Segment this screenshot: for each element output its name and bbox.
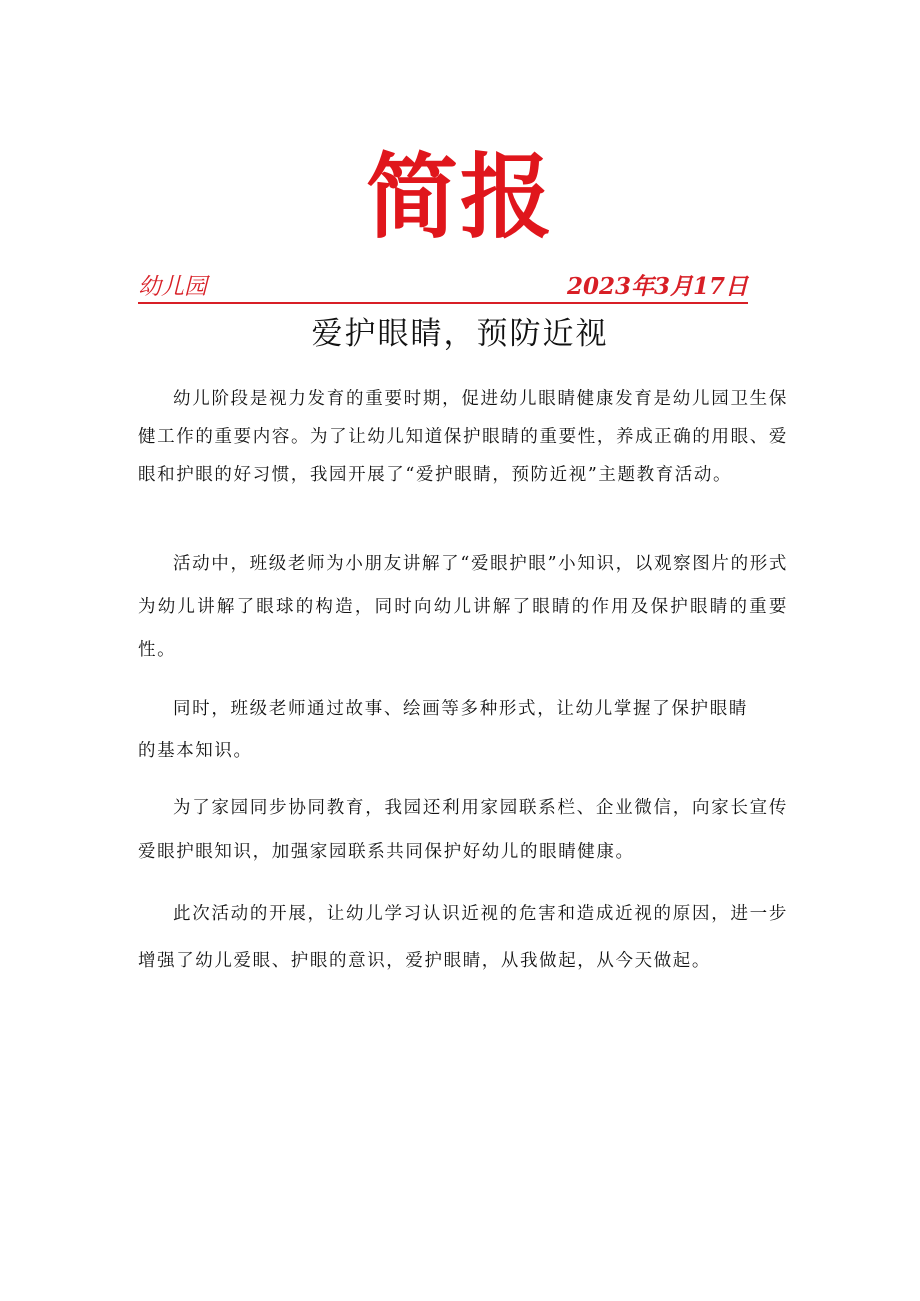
body-paragraph: 此次活动的开展，让幼儿学习认识近视的危害和造成近视的原因，进一步增强了幼儿爱眼、护眼的意识，爱护眼睛，从我做起，从今天做起。 — [138, 904, 788, 971]
masthead-title: 简报 — [365, 144, 554, 251]
dateline — [138, 272, 748, 304]
organization-name: 幼儿园 — [138, 274, 207, 300]
body-paragraph: 同时，班级老师通过故事、绘画等多种形式，让幼儿掌握了保护眼睛的基本知识。 — [138, 699, 748, 761]
body-paragraph: 幼儿阶段是视力发育的重要时期，促进幼儿眼睛健康发育是幼儿园卫生保健工作的重要内容。为了让幼儿知道保护眼睛的重要性，养成正确的用眼、爱眼和护眼的好习惯，我园开展了“爱护眼睛，预防近视”主题教育活动。 — [138, 389, 788, 485]
article-title: 爱护眼睛，预防近视 — [311, 316, 609, 352]
issue-date: 2023年3月17日 — [566, 273, 748, 300]
body-paragraph: 活动中，班级老师为小朋友讲解了“爱眼护眼”小知识，以观察图片的形式为幼儿讲解了眼球的构造，同时向幼儿讲解了眼睛的作用及保护眼睛的重要性。 — [138, 554, 788, 660]
body-paragraph: 为了家园同步协同教育，我园还利用家园联系栏、企业微信，向家长宣传爱眼护眼知识，加强家园联系共同保护好幼儿的眼睛健康。 — [138, 798, 788, 862]
